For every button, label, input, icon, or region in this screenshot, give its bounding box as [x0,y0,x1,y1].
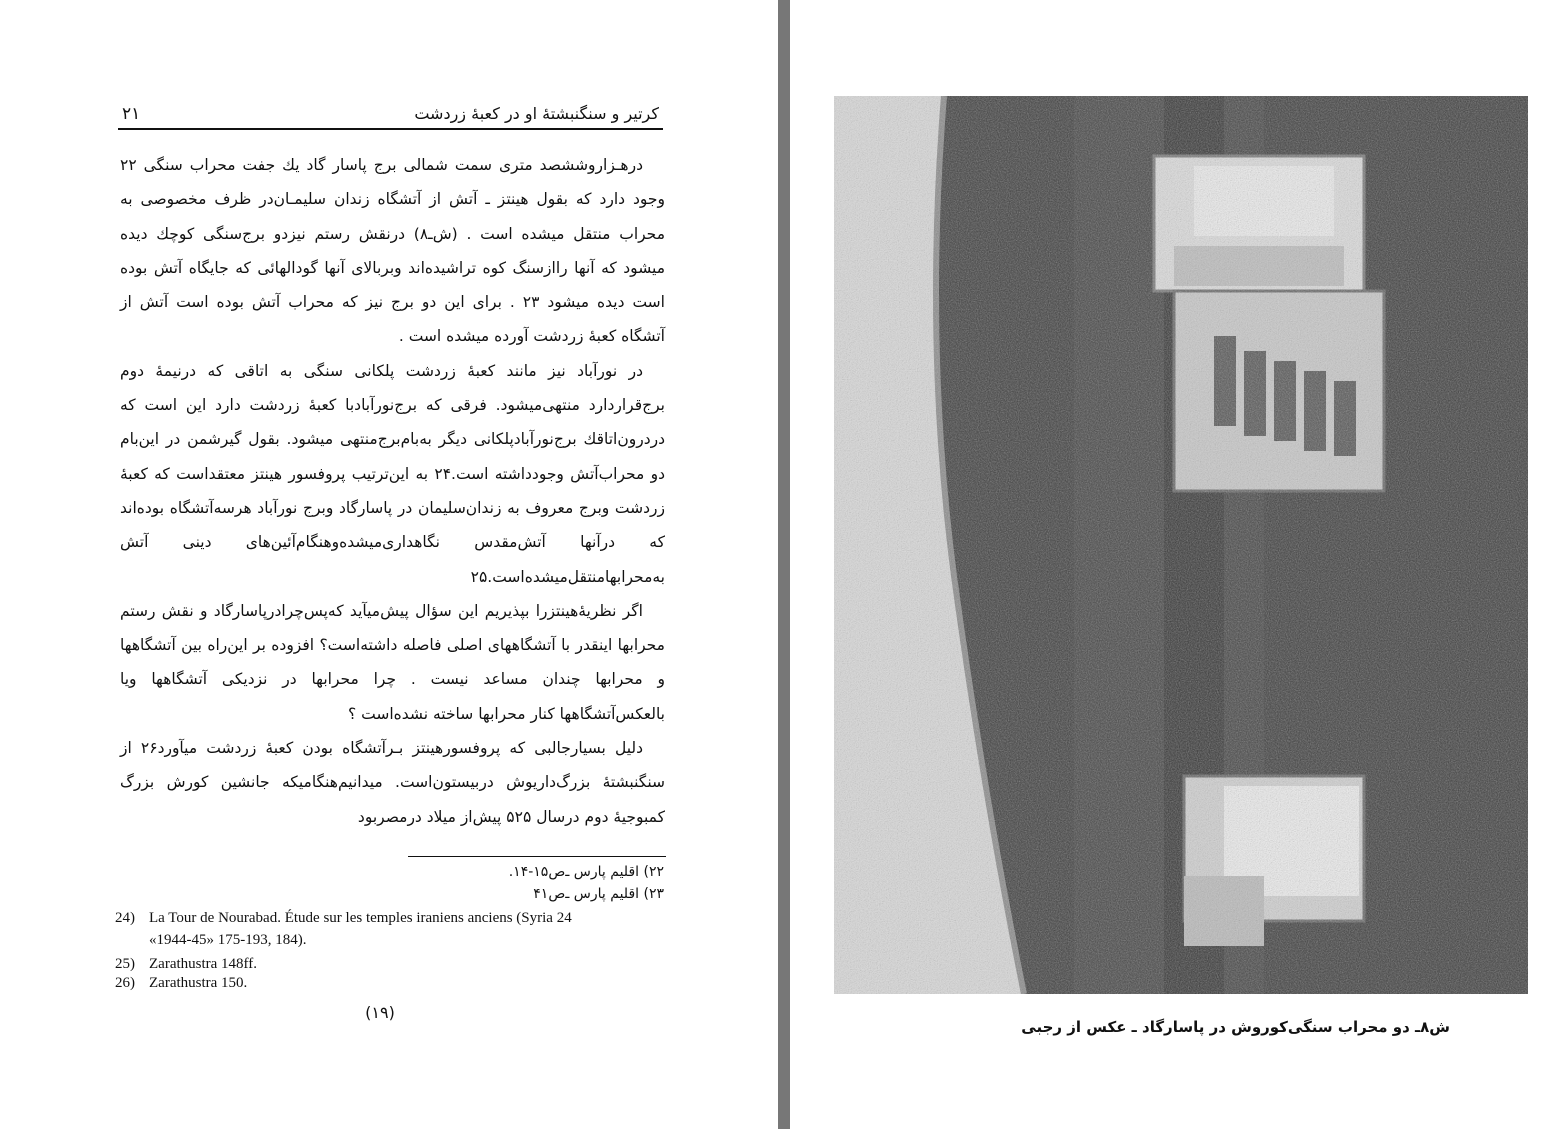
footnote-26 [115,972,675,994]
folio-number: (۱۹) [365,1003,395,1022]
footnote-22: ۲۲) اقلیم پارس ـ‌ص‌۱۵-۱۴. [508,864,664,880]
page-gutter [778,0,790,1129]
footnote-text: Zarathustra 148ff. [149,956,258,972]
paragraph-2: در نورآباد نیز مانند کعبهٔ زردشت پلکانی سنگی به اتاقی که درنیمهٔ دوم برج‌قراردارد منتهی‌میشود. فرقی که برج‌نورآبادبا کعبهٔ زردشت دارد این است که دردرون‌اتاقك برج‌نورآبادپلکانی دیگر به‌بام‌برج‌منتهی میشود. بقول گیرشمن در این‌بام دو محراب‌آتش وجودداشته است.۲۴ به این‌ترتیب پروفسور هینتز معتقداست که کعبهٔ زردشت وبرج معروف به زندان‌سلیمان در پاسارگاد وبرج نورآباد هرسه‌آتشگاه بوده‌اند که درآنها آتش‌مقدس نگاهداری‌میشده‌وهنگام‌آئین‌های دینی آتش به‌محرابهامنتقل‌میشده‌است.۲۵ [120,361,665,586]
right-page [790,0,1567,1129]
body-text [120,148,665,834]
footnote-23: ۲۳) اقلیم پارس ـ‌ص‌۴۱ [533,886,664,902]
footnote-text: Zarathustra 150. [149,975,248,991]
paragraph-1: درهـزاروششصد متری سمت شمالی برج پاسار گاد یك جفت محراب سنگی ۲۲ وجود دارد که بقول هینتز ـ آتش از آتشگاه زندان سلیمـان‌در ظرف مخصوصی به محراب منتقل میشده است . (ش‌ـ۸) درنقش رستم نیزدو برج‌سنگی کوچك دیده میشود که آنها رااز‌سنگ کوه تراشیده‌اند وبربالای آنها گودالهائی که جایگاه آتش بوده است دیده میشود ۲۳ . برای این دو برج نیز که محراب آتش بوده است آتش از آتشگاه کعبهٔ زردشت آورده میشده است . [120,156,665,346]
footnote-number: 24) [115,910,135,926]
paragraph-4: دلیل بسیارجالبی که پروفسورهینتز بـرآتشگاه بودن کعبهٔ زردشت میآورد۲۶ از سنگنبشتهٔ بزرگ‌داریوش دربیستون‌است. میدانیم‌هنگامیکه جانشین کورش بزرگ کمبوجیهٔ دوم درسال ۵۲۵ پیش‌از میلاد درمصربود [120,739,665,826]
footnote-number: 25) [115,956,135,972]
left-page [0,0,778,1129]
photo-caption: ش۸ـ دو محراب سنگی‌کوروش در پاسارگاد ـ عکس از رجبی [1021,1018,1450,1036]
running-head [118,102,663,130]
footnote-text: La Tour de Nourabad. Étude sur les temples iraniens anciens (Syria 24 [149,910,572,926]
running-head-title: کرتیر و سنگنبشتهٔ او در کعبهٔ زردشت [414,104,659,123]
footnote-text-continued: «1944-45» 175-193, 184). [149,932,307,948]
photograph-stone-altars [834,96,1528,994]
footnote-number: 26) [115,975,135,991]
footnote-divider [408,856,666,857]
footnote-24 [115,907,675,951]
paragraph-3: اگر نظریهٔ‌هینتزرا بپذیریم این سؤال پیش‌میآید که‌پس‌چرادرپاسارگاد و نقش رستم محرابها اینقدر با آتشگاههای اصلی فاصله داشته‌است؟ افزوده بر این‌راه بین آتشگاهها و محرابها چندان مساعد نیست . چرا محرابها در نزدیکی آتشگاهها ویا بالعکس‌آتشگاهها کنار محرابها ساخته نشده‌است ؟ [120,601,665,723]
running-head-page-number: ۲۱ [122,104,141,124]
